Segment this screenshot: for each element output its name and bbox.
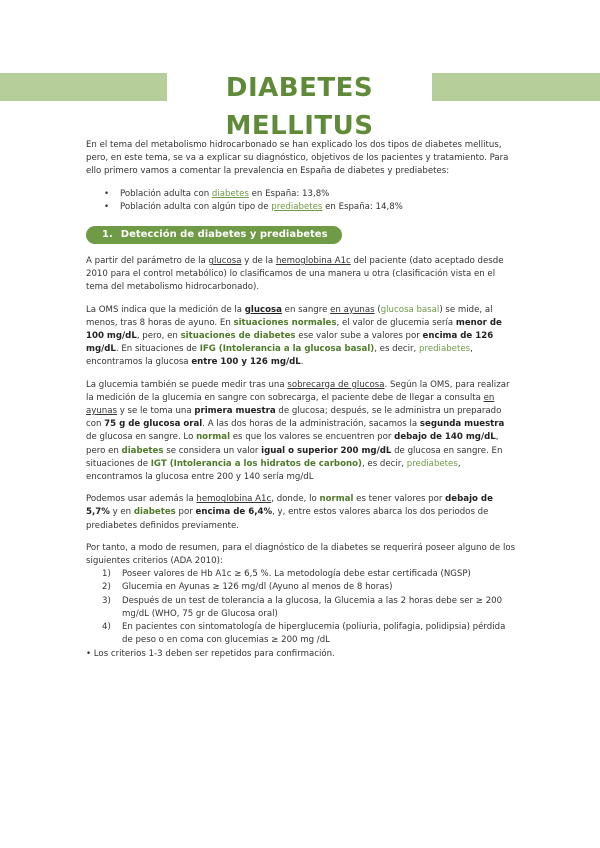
paragraph-1 xyxy=(86,255,516,295)
list-item-text: en España: 13,8% xyxy=(248,188,330,199)
criteria-text: Después de un test de tolerancia a la glucosa, la Glucemia a las 2 horas debe ser ≥ 200 mg/dL (WHO, 75 gr de Glucosa oral) xyxy=(122,595,503,619)
text-run: debajo de 5,7% xyxy=(86,494,493,518)
intro-paragraph: En el tema del metabolismo hidrocarbonado se han explicado los dos tipos de diabetes mellitus, pero, en este tema, se va a explicar su diagnóstico, objetivos de los pacientes y tratamiento. Para ello primero vamos a comentar la prevalencia en España de diabetes y prediabetes: xyxy=(86,140,509,177)
paragraph-4 xyxy=(86,493,516,533)
text-run: y en xyxy=(109,507,134,518)
list-item-text: Población adulta con algún tipo de xyxy=(120,201,272,212)
text-run: IGT (Intolerancia a los hidratos de carbono) xyxy=(150,458,362,469)
text-run: situaciones de diabetes xyxy=(180,331,296,342)
text-run: diabetes xyxy=(133,507,176,518)
text-run: en ayunas xyxy=(86,392,495,417)
paragraph-5: Por tanto, a modo de resumen, para el diagnóstico de la diabetes se requerirá poseer alguno de los siguientes criterios (ADA 2010): xyxy=(86,542,516,567)
text-run: de glucosa en sangre. En situaciones de xyxy=(86,445,503,469)
text-run: glucosa xyxy=(208,256,242,267)
criteria-text: En pacientes con sintomatología de hiperglucemia (poliuria, polifagia, polidipsia) pérdida de peso o en coma con glucemias ≥ 200 mg /dL xyxy=(122,622,506,646)
text-run: hemoglobina A1c xyxy=(275,256,351,267)
text-run: A partir del parámetro de la xyxy=(86,256,209,267)
text-run: glucosa xyxy=(244,304,282,315)
text-run: , pero, en xyxy=(136,331,181,342)
list-item xyxy=(120,201,516,214)
criteria-item xyxy=(86,621,516,647)
criteria-number: 2) xyxy=(102,582,111,593)
text-run: de glucosa en sangre. Lo xyxy=(86,432,197,443)
text-run: La OMS indica que la medición de la xyxy=(86,304,245,315)
text-run: ese valor sube a valores por xyxy=(295,331,423,342)
text-run: es tener valores por xyxy=(353,494,446,505)
list-item-text: en España: 14,8% xyxy=(322,201,403,212)
text-run: y de la xyxy=(241,256,276,267)
text-run: glucosa basal xyxy=(380,304,440,315)
text-run: encima de 126 mg/dL xyxy=(86,331,494,355)
criteria-number: 4) xyxy=(102,622,111,633)
text-run: IFG (Intolerancia a la glucosa basal) xyxy=(199,344,375,355)
text-run: normal xyxy=(319,494,354,505)
text-run: situaciones normales xyxy=(233,317,337,328)
criteria-item xyxy=(86,595,516,621)
criteria-list xyxy=(86,568,516,647)
text-run: del paciente (dato aceptado desde 2010 para el control metabólico) lo clasificamos de una manera u otra (clasificación vista en el tema del metabolismo hidrocarbonado). xyxy=(86,256,504,293)
text-run: , es decir, xyxy=(374,344,420,355)
text-run: igual o superior 200 mg/dL xyxy=(261,445,392,456)
page-title: DIABETES MELLITUS xyxy=(225,73,374,141)
text-run: menor de 100 mg/dL xyxy=(86,317,502,342)
list-item-text: Población adulta con xyxy=(120,188,212,199)
text-run: encima de 6,4% xyxy=(195,507,273,518)
text-run: , encontramos la glucosa xyxy=(86,344,473,368)
text-run: se considera un valor xyxy=(163,445,262,456)
criteria-item xyxy=(86,568,516,581)
text-run: , el valor de glucemia sería xyxy=(336,317,456,328)
text-run: prediabetes xyxy=(419,344,471,355)
text-run: 75 g de glucosa oral xyxy=(104,419,203,430)
section-number: 1. xyxy=(102,229,113,241)
text-run: en ayunas xyxy=(330,304,375,315)
criteria-item xyxy=(86,581,516,594)
text-run: entre 100 y 126 mg/dL xyxy=(191,357,301,368)
criteria-number: 1) xyxy=(102,569,111,580)
criteria-number: 3) xyxy=(102,595,111,606)
prediabetes-link[interactable]: prediabetes xyxy=(271,201,323,212)
text-run: , donde, lo xyxy=(271,494,320,505)
text-run: ) se mide, al menos, tras 8 horas de ayuno. En xyxy=(86,304,493,328)
text-run: . En situaciones de xyxy=(115,344,200,355)
text-run: diabetes xyxy=(121,445,164,456)
document-body xyxy=(86,139,516,661)
diabetes-link[interactable]: diabetes xyxy=(211,188,249,199)
text-run: es que los valores se encuentren por xyxy=(230,432,395,443)
text-run: Podemos usar además la xyxy=(86,494,197,505)
section-header xyxy=(86,226,342,244)
text-run: . xyxy=(300,357,304,368)
prevalence-list xyxy=(86,188,516,214)
text-run: en sangre xyxy=(281,304,331,315)
text-run: . Según la OMS, para realizar la medición de la glucemia en sangre con sobrecarga, el paciente debe de llegar a consulta xyxy=(86,379,510,403)
paragraph-2 xyxy=(86,304,516,370)
list-item xyxy=(120,188,516,201)
text-run: normal xyxy=(196,432,231,443)
text-run: de glucosa; después, se le administra un preparado con xyxy=(86,406,502,430)
title-box xyxy=(167,69,432,141)
text-run: segunda muestra xyxy=(419,419,505,430)
paragraph-3 xyxy=(86,379,516,485)
text-run: , encontramos la glucosa entre 200 y 140 sería mg/dL xyxy=(86,458,461,483)
section-title: Detección de diabetes y prediabetes xyxy=(120,229,328,241)
text-run: sobrecarga de glucosa xyxy=(287,379,385,390)
criteria-text: Glucemia en Ayunas ≥ 126 mg/dl (Ayuno al menos de 8 horas) xyxy=(122,582,393,593)
text-run: , es decir, xyxy=(361,458,407,469)
text-run: debajo de 140 mg/dL xyxy=(394,432,496,443)
text-run: por xyxy=(175,507,196,518)
text-run: , pero en xyxy=(86,432,499,456)
text-run: ( xyxy=(374,304,381,315)
text-run: hemoglobina A1c xyxy=(196,494,272,505)
text-run: . A las dos horas de la administración, sacamos la xyxy=(202,419,420,430)
text-run: La glucemia también se puede medir tras una xyxy=(86,379,288,390)
text-run: y se le toma una xyxy=(117,406,195,417)
text-run: , y, entre estos valores abarca los dos periodos de prediabetes definidos previamente. xyxy=(86,507,489,531)
text-run: prediabetes xyxy=(406,458,458,469)
footnote: • Los criterios 1-3 deben ser repetidos para confirmación. xyxy=(86,648,335,659)
criteria-text: Poseer valores de Hb A1c ≥ 6,5 %. La metodología debe estar certificada (NGSP) xyxy=(122,569,471,580)
text-run: primera muestra xyxy=(194,406,276,417)
